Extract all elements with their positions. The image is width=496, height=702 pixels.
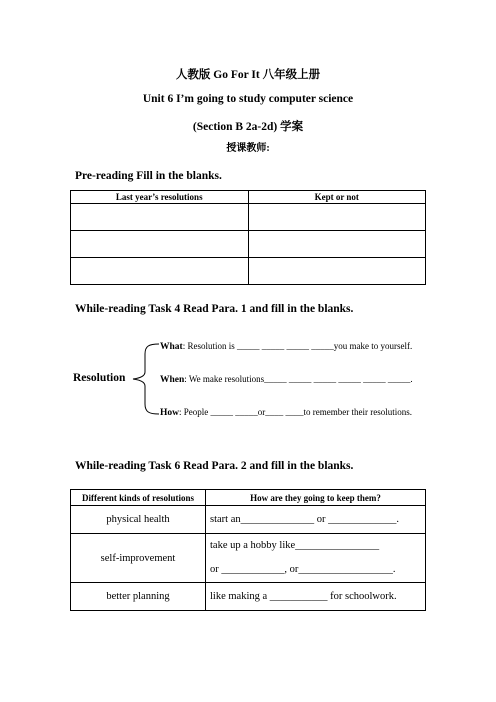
column-header: Last year’s resolutions <box>71 191 249 204</box>
blank-cell[interactable] <box>71 258 249 285</box>
resolution-kind: self-improvement <box>71 534 206 583</box>
keep-method: like making a ___________ for schoolwork. <box>206 583 426 611</box>
table-row <box>71 258 426 285</box>
blank-cell[interactable] <box>248 231 426 258</box>
keep-method <box>206 534 426 583</box>
pre-reading-table <box>70 190 426 285</box>
keep-method-line: take up a hobby like________________ <box>210 540 380 551</box>
table-row <box>71 231 426 258</box>
resolution-kind: physical health <box>71 506 206 534</box>
what-label: What <box>160 342 183 352</box>
blank-cell[interactable] <box>71 231 249 258</box>
when-label: When <box>160 375 185 385</box>
table-row <box>71 204 426 231</box>
when-text: : We make resolutions_____ _____ _____ _____ _____ _____. <box>184 374 413 384</box>
task6-table <box>70 489 426 611</box>
what-text: : Resolution is _____ _____ _____ _____you make to yourself. <box>182 341 413 351</box>
brace-icon <box>127 340 161 418</box>
resolution-label: Resolution <box>73 372 126 384</box>
blank-cell[interactable] <box>71 204 249 231</box>
keep-method-line: or ____________, or__________________. <box>210 564 396 575</box>
unit-title: Unit 6 I’m going to study computer science <box>142 93 354 105</box>
how-row <box>160 407 412 418</box>
resolution-kind: better planning <box>71 583 206 611</box>
column-header: Kept or not <box>248 191 426 204</box>
table-row <box>71 506 426 534</box>
what-row <box>160 341 412 352</box>
blank-cell[interactable] <box>248 258 426 285</box>
table-row <box>71 534 426 583</box>
blank-cell[interactable] <box>248 204 426 231</box>
section-title: (Section B 2a-2d) 学案 <box>192 121 304 133</box>
table-row <box>71 583 426 611</box>
how-text: : People _____ _____or____ ____to remember their resolutions. <box>179 407 412 417</box>
how-label: How <box>160 408 179 418</box>
teacher-label: 授课教师: <box>226 143 270 154</box>
task4-heading: While-reading Task 4 Read Para. 1 and fill in the blanks. <box>75 303 354 315</box>
task6-heading: While-reading Task 6 Read Para. 2 and fill in the blanks. <box>75 460 354 472</box>
when-row <box>160 374 413 385</box>
column-header: How are they going to keep them? <box>206 490 426 506</box>
keep-method: start an______________ or _____________. <box>206 506 426 534</box>
document-title: 人教版 Go For It 八年级上册 <box>175 69 321 81</box>
pre-reading-heading: Pre-reading Fill in the blanks. <box>75 170 222 182</box>
column-header: Different kinds of resolutions <box>71 490 206 506</box>
